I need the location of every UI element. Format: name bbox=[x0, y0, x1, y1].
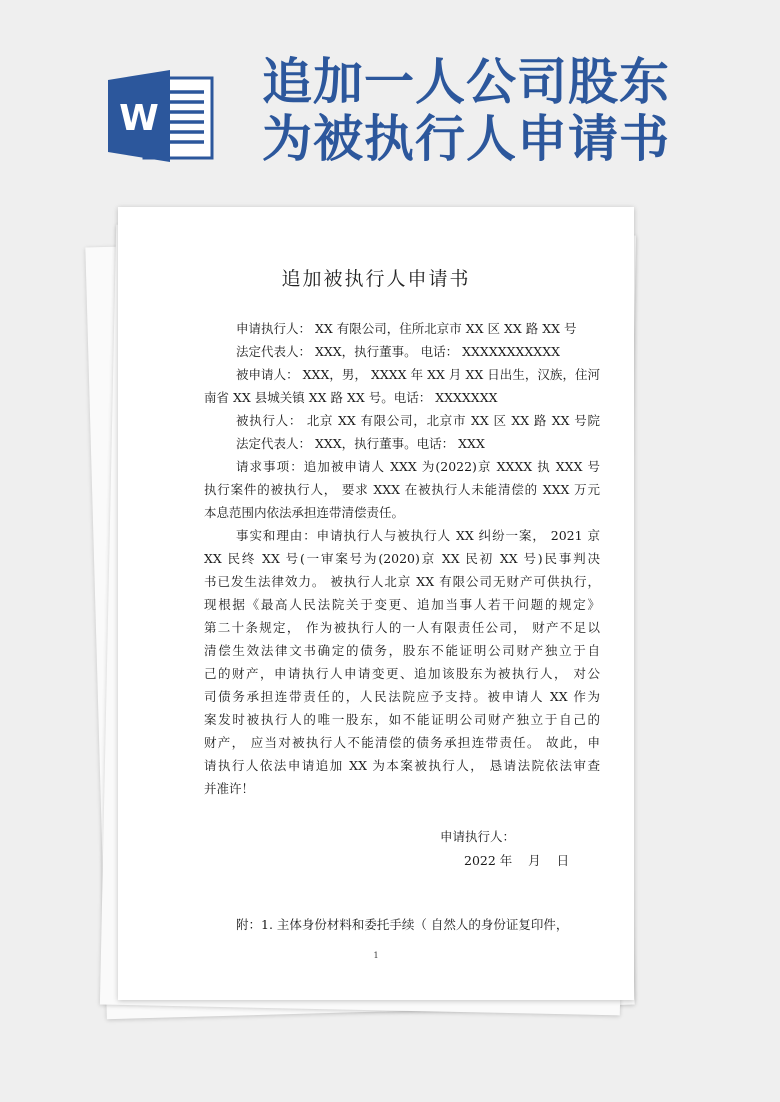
document-title: 追加被执行人申请书 bbox=[281, 268, 471, 290]
reason-line: 清偿生效法律文书确定的债务，股东不能证明公司财产独立于自 bbox=[204, 643, 600, 658]
banner-title-line-1: 追加一人公司股东 bbox=[262, 53, 670, 111]
request-line: 本息范围内依法承担连带清偿责任。 bbox=[204, 505, 405, 520]
reason-line: 司债务承担连带责任的，人民法院应予支持。被申请人 XX 作为 bbox=[204, 689, 600, 704]
attachment-line: 附：1. 主体身份材料和委托手续（ 自然人的身份证复印件， bbox=[236, 917, 569, 932]
reason-line: 书已发生法律效力。 被执行人北京 XX 有限公司无财产可供执行， bbox=[204, 574, 600, 589]
reason-line: 己的财产，申请执行人申请变更、追加该股东为被执行人， 对公 bbox=[204, 666, 600, 681]
reason-line: 请执行人依法申请追加 XX 为本案被执行人， 恳请法院依法审查 bbox=[204, 758, 600, 773]
banner-title bbox=[262, 54, 762, 168]
header-line: 法定代表人： XXX，执行董事。 电话： XXXXXXXXXXX bbox=[236, 344, 561, 359]
signature-label: 申请执行人： bbox=[440, 829, 516, 844]
request-line: 请求事项：追加被申请人 XXX 为(2022)京 XXXX 执 XXX 号 bbox=[236, 459, 600, 474]
word-document-icon bbox=[108, 68, 216, 164]
reason-line: 财产， 应当对被执行人不能清偿的债务承担连带责任。 故此，申 bbox=[204, 735, 600, 750]
header-line: 南省 XX 县城关镇 XX 路 XX 号。电话： XXXXXXX bbox=[204, 390, 498, 405]
reason-line: 事实和理由：申请执行人与被执行人 XX 纠纷一案， 2021 京 bbox=[236, 528, 600, 543]
header-line: 被申请人： XXX，男， XXXX 年 XX 月 XX 日出生，汉族，住河 bbox=[236, 367, 600, 382]
header-line: 法定代表人： XXX，执行董事。电话： XXX bbox=[236, 436, 485, 451]
reason-line: 第二十条规定， 作为被执行人的一人有限责任公司， 财产不足以 bbox=[204, 620, 600, 635]
svg-text:W: W bbox=[119, 98, 159, 139]
reason-line: 并准许！ bbox=[204, 781, 255, 796]
reason-line: 现根据《最高人民法院关于变更、追加当事人若干问题的规定》 bbox=[204, 597, 600, 612]
signature-date: 2022 年 月 日 bbox=[464, 853, 570, 868]
request-line: 执行案件的被执行人， 要求 XXX 在被执行人未能清偿的 XXX 万元 bbox=[204, 482, 600, 497]
header-line: 被执行人： 北京 XX 有限公司，北京市 XX 区 XX 路 XX 号院 bbox=[236, 413, 600, 428]
header-line: 申请执行人： XX 有限公司，住所北京市 XX 区 XX 路 XX 号 bbox=[236, 321, 577, 336]
document-page bbox=[118, 207, 634, 1000]
document-body bbox=[204, 317, 600, 800]
reason-line: 案发时被执行人的唯一股东，如不能证明公司财产独立于自己的 bbox=[204, 712, 600, 727]
page-number: 1 bbox=[373, 951, 379, 960]
reason-line: XX 民终 XX 号(一审案号为(2020)京 XX 民初 XX 号)民事判决 bbox=[204, 551, 600, 566]
banner-title-line-2: 为被执行人申请书 bbox=[262, 110, 670, 168]
